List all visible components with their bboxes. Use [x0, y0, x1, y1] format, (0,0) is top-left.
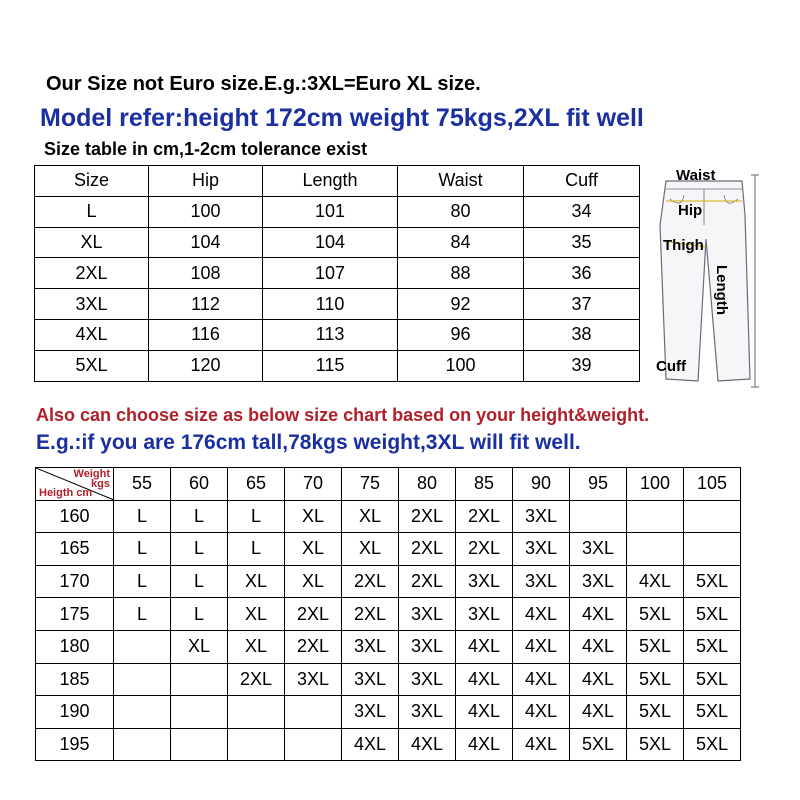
hip-cell: 104 [149, 227, 263, 258]
height-cell: 175 [36, 598, 114, 631]
height-row [36, 728, 741, 761]
weight-header: 55 [114, 468, 171, 501]
size-cell: XL [228, 565, 285, 598]
size-cell [228, 696, 285, 729]
hip-cell: 108 [149, 258, 263, 289]
size-cell: 2XL [456, 533, 513, 566]
waist-cell: 96 [398, 319, 524, 350]
height-row [36, 598, 741, 631]
height-axis-label: Heigth cm [39, 486, 93, 499]
size-cell: 4XL [513, 696, 570, 729]
size-cell: 3XL [570, 565, 627, 598]
waist-cell: 80 [398, 196, 524, 227]
size-cell: 2XL [342, 565, 399, 598]
size-table [34, 165, 640, 382]
size-cell: 3XL [342, 630, 399, 663]
size-cell: 4XL [456, 663, 513, 696]
size-cell: L [114, 565, 171, 598]
size-cell: 3XL [399, 598, 456, 631]
size-cell: 3XL [456, 565, 513, 598]
size-table-header: Hip [149, 166, 263, 197]
size-cell: 5XL [684, 598, 741, 631]
height-row [36, 630, 741, 663]
corner-cell [36, 468, 114, 501]
size-cell [684, 533, 741, 566]
waist-cell: 92 [398, 289, 524, 320]
hip-cell: 120 [149, 350, 263, 381]
weight-header-row [36, 468, 741, 501]
size-table-header: Waist [398, 166, 524, 197]
size-cell [171, 696, 228, 729]
size-chart-note: Also can choose size as below size chart based on your height&weight. [36, 405, 650, 425]
size-cell: 3XL [513, 500, 570, 533]
size-cell [285, 728, 342, 761]
size-cell: 4XL [456, 728, 513, 761]
cuff-cell: 35 [524, 227, 640, 258]
size-table-header-row [35, 166, 640, 197]
height-row [36, 533, 741, 566]
size-table-row [35, 319, 640, 350]
size-table-caption: Size table in cm,1-2cm tolerance exist [44, 139, 368, 159]
weight-header: 75 [342, 468, 399, 501]
length-cell: 115 [263, 350, 398, 381]
size-cell: 3XL [342, 696, 399, 729]
size-cell: 2XL [456, 500, 513, 533]
height-row [36, 565, 741, 598]
size-cell [171, 663, 228, 696]
size-cell: 2XL [399, 533, 456, 566]
cuff-cell: 39 [524, 350, 640, 381]
size-table-header: Length [263, 166, 398, 197]
size-cell: 5XL [627, 663, 684, 696]
size-cell: XL [285, 565, 342, 598]
size-cell: 4XL [570, 696, 627, 729]
size-table-header: Cuff [524, 166, 640, 197]
length-cell: 110 [263, 289, 398, 320]
weight-header: 70 [285, 468, 342, 501]
size-cell: 5XL [627, 598, 684, 631]
weight-unit-label: kgs [91, 478, 110, 490]
length-cell: 107 [263, 258, 398, 289]
waist-cell: 84 [398, 227, 524, 258]
size-cell [228, 728, 285, 761]
size-table-row [35, 350, 640, 381]
height-row [36, 663, 741, 696]
size-cell: XL [342, 533, 399, 566]
size-chart-example: E.g.:if you are 176cm tall,78kgs weight,3XL will fit well. [36, 431, 581, 454]
cuff-cell: 37 [524, 289, 640, 320]
weight-header: 95 [570, 468, 627, 501]
cuff-cell: 36 [524, 258, 640, 289]
size-cell: 4XL [456, 696, 513, 729]
size-cell: 4XL [570, 663, 627, 696]
size-cell: L [171, 598, 228, 631]
weight-header: 80 [399, 468, 456, 501]
weight-header: 60 [171, 468, 228, 501]
size-cell: 4XL [513, 630, 570, 663]
size-cell: 5XL [627, 696, 684, 729]
weight-header: 85 [456, 468, 513, 501]
thigh-label: Thigh [663, 237, 704, 254]
size-cell: 4XL [35, 319, 149, 350]
height-cell: 190 [36, 696, 114, 729]
size-cell: XL [228, 598, 285, 631]
height-cell: 170 [36, 565, 114, 598]
weight-label: Weight [73, 468, 110, 480]
cuff-label: Cuff [656, 358, 686, 375]
height-cell: 165 [36, 533, 114, 566]
size-cell: 4XL [342, 728, 399, 761]
length-cell: 113 [263, 319, 398, 350]
length-cell: 101 [263, 196, 398, 227]
size-cell [114, 728, 171, 761]
size-cell: XL [35, 227, 149, 258]
size-cell: L [171, 500, 228, 533]
weight-header: 105 [684, 468, 741, 501]
weight-header: 65 [228, 468, 285, 501]
cuff-cell: 38 [524, 319, 640, 350]
size-cell [684, 500, 741, 533]
size-cell: 3XL [399, 630, 456, 663]
size-cell [627, 533, 684, 566]
length-label: Length [713, 265, 730, 315]
size-cell: 2XL [285, 630, 342, 663]
size-cell: L [114, 533, 171, 566]
size-note: Our Size not Euro size.E.g.:3XL=Euro XL size. [46, 73, 481, 95]
size-cell: 2XL [399, 500, 456, 533]
size-cell: 5XL [627, 728, 684, 761]
size-cell: L [35, 196, 149, 227]
size-cell [171, 728, 228, 761]
size-cell: XL [228, 630, 285, 663]
size-cell: 5XL [35, 350, 149, 381]
size-cell: 4XL [627, 565, 684, 598]
size-cell: 3XL [35, 289, 149, 320]
size-cell: 5XL [627, 630, 684, 663]
height-row [36, 696, 741, 729]
size-table-header: Size [35, 166, 149, 197]
size-cell: XL [171, 630, 228, 663]
size-cell: 3XL [456, 598, 513, 631]
size-cell: L [114, 598, 171, 631]
size-table-row [35, 289, 640, 320]
size-cell: L [114, 500, 171, 533]
size-cell: 2XL [35, 258, 149, 289]
size-cell [285, 696, 342, 729]
size-cell: 5XL [684, 696, 741, 729]
size-cell: 4XL [570, 630, 627, 663]
size-cell: XL [285, 533, 342, 566]
size-cell: 5XL [570, 728, 627, 761]
height-cell: 185 [36, 663, 114, 696]
size-cell: L [228, 500, 285, 533]
size-cell: 2XL [342, 598, 399, 631]
size-cell: 5XL [684, 565, 741, 598]
size-cell: 4XL [513, 663, 570, 696]
size-cell: 4XL [570, 598, 627, 631]
height-cell: 160 [36, 500, 114, 533]
size-cell: L [171, 533, 228, 566]
weight-header: 100 [627, 468, 684, 501]
size-cell: 3XL [399, 696, 456, 729]
size-cell: L [171, 565, 228, 598]
height-cell: 180 [36, 630, 114, 663]
size-cell [114, 696, 171, 729]
hip-cell: 112 [149, 289, 263, 320]
size-cell: XL [285, 500, 342, 533]
height-row [36, 500, 741, 533]
size-table-row [35, 258, 640, 289]
size-cell: 4XL [456, 630, 513, 663]
weight-header: 90 [513, 468, 570, 501]
size-cell: XL [342, 500, 399, 533]
size-cell: 5XL [684, 630, 741, 663]
size-table-row [35, 227, 640, 258]
model-reference: Model refer:height 172cm weight 75kgs,2XL fit well [40, 104, 644, 132]
pants-measurement-diagram [652, 165, 772, 395]
height-weight-table [35, 467, 741, 761]
waist-cell: 88 [398, 258, 524, 289]
size-cell: 3XL [513, 533, 570, 566]
size-cell: 2XL [285, 598, 342, 631]
size-cell: 4XL [399, 728, 456, 761]
size-cell: 4XL [513, 728, 570, 761]
size-cell: 2XL [228, 663, 285, 696]
size-cell [114, 630, 171, 663]
height-cell: 195 [36, 728, 114, 761]
hip-label: Hip [678, 202, 703, 219]
size-cell: 3XL [285, 663, 342, 696]
size-cell: 4XL [513, 598, 570, 631]
hip-cell: 100 [149, 196, 263, 227]
size-cell: 3XL [570, 533, 627, 566]
size-cell: 3XL [513, 565, 570, 598]
size-cell: 2XL [399, 565, 456, 598]
size-cell [114, 663, 171, 696]
size-cell [570, 500, 627, 533]
size-table-row [35, 196, 640, 227]
hip-cell: 116 [149, 319, 263, 350]
size-cell: L [228, 533, 285, 566]
cuff-cell: 34 [524, 196, 640, 227]
length-cell: 104 [263, 227, 398, 258]
size-cell [627, 500, 684, 533]
waist-cell: 100 [398, 350, 524, 381]
size-cell: 5XL [684, 663, 741, 696]
size-cell: 3XL [342, 663, 399, 696]
size-cell: 5XL [684, 728, 741, 761]
size-cell: 3XL [399, 663, 456, 696]
waist-label: Waist [676, 167, 716, 184]
